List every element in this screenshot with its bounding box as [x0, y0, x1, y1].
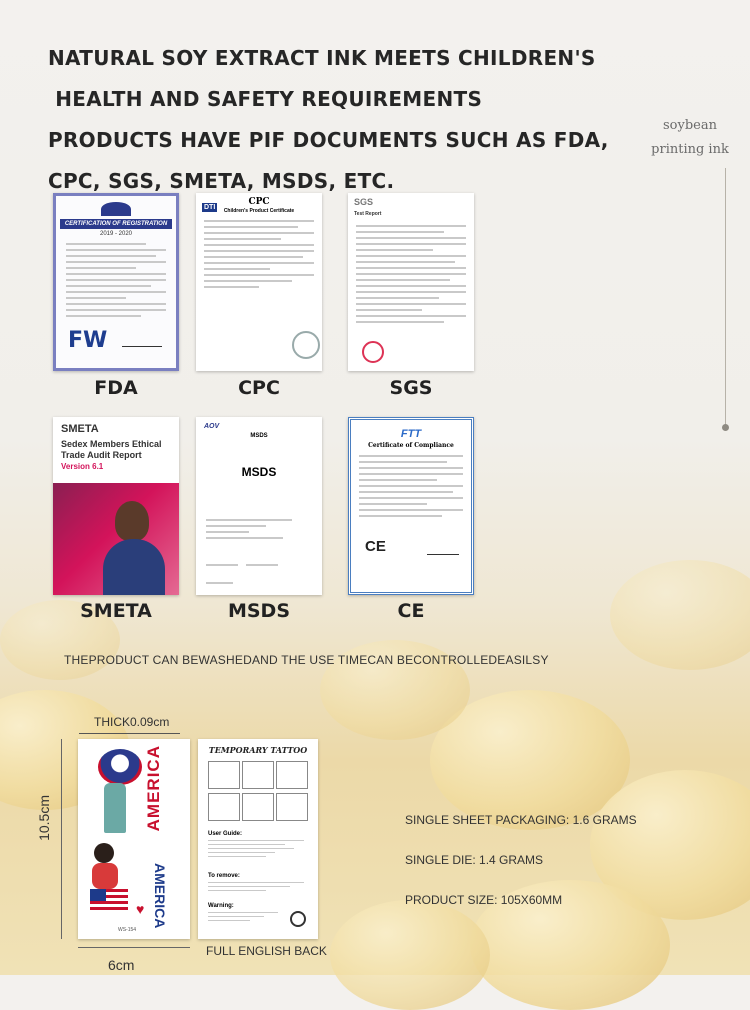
doc-title: CERTIFICATION OF REGISTRATION	[60, 219, 172, 229]
thickness-line	[79, 733, 180, 734]
cpc-certificate	[196, 193, 322, 371]
doc-subtitle: 2019 - 2020	[99, 231, 133, 237]
doc-signatures	[206, 557, 312, 593]
fda-certificate	[53, 193, 179, 371]
step-diagram	[242, 793, 274, 821]
sgs-stamp	[362, 341, 384, 363]
pinup-graphic	[94, 843, 114, 863]
heart-icon: ♥	[136, 901, 145, 917]
thickness-label: THICK0.09cm	[94, 715, 170, 729]
spec-die-weight: SINGLE DIE: 1.4 GRAMS	[405, 853, 544, 867]
doc-text	[206, 515, 292, 543]
ftt-logo: FTT	[400, 428, 422, 440]
signature	[427, 544, 459, 555]
scroll-dot	[722, 424, 729, 431]
cert-label-cpc: CPC	[238, 377, 280, 399]
remove-heading: To remove:	[208, 873, 240, 879]
caption: THEPRODUCT CAN BEWASHEDAND THE USE TIMECAN BECONTROLLEDEASILSY	[64, 653, 549, 667]
doc-subtitle: Trade Audit Report	[61, 450, 142, 460]
side-note	[640, 114, 740, 162]
side-note-line: printing ink	[651, 142, 729, 157]
no-symbol-icon	[290, 911, 306, 927]
flag-graphic	[90, 889, 128, 913]
instruction-diagrams	[208, 761, 308, 821]
signature	[122, 338, 162, 347]
tattoo-back-sheet	[198, 739, 318, 939]
aov-logo: AOV	[204, 423, 220, 430]
width-label: 6cm	[108, 957, 135, 973]
step-diagram	[276, 761, 308, 789]
pinup-body	[92, 863, 118, 889]
doc-subtitle: Children's Product Certificate	[223, 208, 295, 214]
front-text: AMERICA	[144, 745, 163, 832]
headline-line: PRODUCTS HAVE PIF DOCUMENTS SUCH AS FDA,	[48, 128, 609, 152]
step-diagram	[208, 793, 240, 821]
cert-label-fda: FDA	[94, 377, 138, 399]
step-diagram	[242, 761, 274, 789]
width-dimension-line	[78, 947, 190, 948]
front-text: AMERICA	[152, 863, 168, 929]
dti-logo: DTI	[204, 204, 216, 211]
sgs-logo: SGS	[354, 197, 374, 207]
flag-canton	[90, 889, 106, 901]
eagle-emblem	[101, 202, 131, 216]
statue-graphic	[104, 783, 126, 833]
smeta-photo	[53, 483, 179, 595]
side-note-line: soybean	[663, 118, 717, 133]
back-title: TEMPORARY TATTOO	[208, 745, 308, 755]
doc-text	[66, 243, 166, 317]
warning-text	[208, 909, 278, 924]
height-dimension-line	[61, 739, 62, 939]
headline-line: NATURAL SOY EXTRACT INK MEETS CHILDREN'S	[48, 46, 596, 70]
smeta-logo: SMETA	[61, 423, 99, 435]
height-label: 10.5cm	[36, 795, 52, 841]
back-label: FULL ENGLISH BACK	[206, 944, 327, 958]
sgs-certificate	[348, 193, 474, 371]
doc-title: MSDS	[241, 465, 277, 479]
spec-sheet-weight: SINGLE SHEET PACKAGING: 1.6 GRAMS	[405, 813, 637, 827]
step-diagram	[276, 793, 308, 821]
soybean-decoration	[330, 900, 490, 1010]
headline-line: CPC, SGS, SMETA, MSDS, ETC.	[48, 169, 395, 193]
headline-line: HEALTH AND SAFETY REQUIREMENTS	[48, 87, 483, 111]
smeta-certificate	[53, 417, 179, 595]
remove-text	[208, 879, 304, 894]
guide-text	[208, 837, 304, 860]
doc-version: Version 6.1	[61, 462, 104, 471]
ce-mark: CE	[365, 538, 386, 555]
soybean-decoration	[610, 560, 750, 670]
headline	[48, 38, 609, 202]
fw-logo: FW	[68, 328, 108, 353]
warning-heading: Warning:	[208, 903, 234, 909]
doc-subtitle: Test Report	[354, 211, 382, 217]
spec-product-size: PRODUCT SIZE: 105X60MM	[405, 893, 563, 907]
msds-certificate	[196, 417, 322, 595]
doc-subtitle: Sedex Members Ethical	[61, 439, 162, 449]
cert-label-msds: MSDS	[227, 600, 291, 622]
guide-heading: User Guide:	[208, 831, 243, 837]
step-diagram	[208, 761, 240, 789]
product-code: WS-154	[118, 927, 137, 933]
cert-label-ce: CE	[397, 600, 425, 622]
doc-text	[359, 455, 463, 517]
doc-title: Certificate of Compliance	[368, 442, 454, 449]
cert-label-smeta: SMETA	[80, 600, 152, 622]
doc-title: CPC	[248, 197, 270, 207]
worker-figure	[115, 501, 149, 541]
doc-text	[356, 221, 466, 327]
worker-body	[103, 539, 165, 595]
tattoo-front-sheet	[78, 739, 190, 939]
scroll-track	[725, 168, 726, 426]
eagle-graphic	[98, 749, 142, 785]
doc-header: MSDS	[250, 433, 268, 439]
doc-text	[204, 220, 314, 288]
ce-certificate	[348, 417, 474, 595]
cert-label-sgs: SGS	[389, 377, 433, 399]
stamp	[292, 331, 320, 359]
